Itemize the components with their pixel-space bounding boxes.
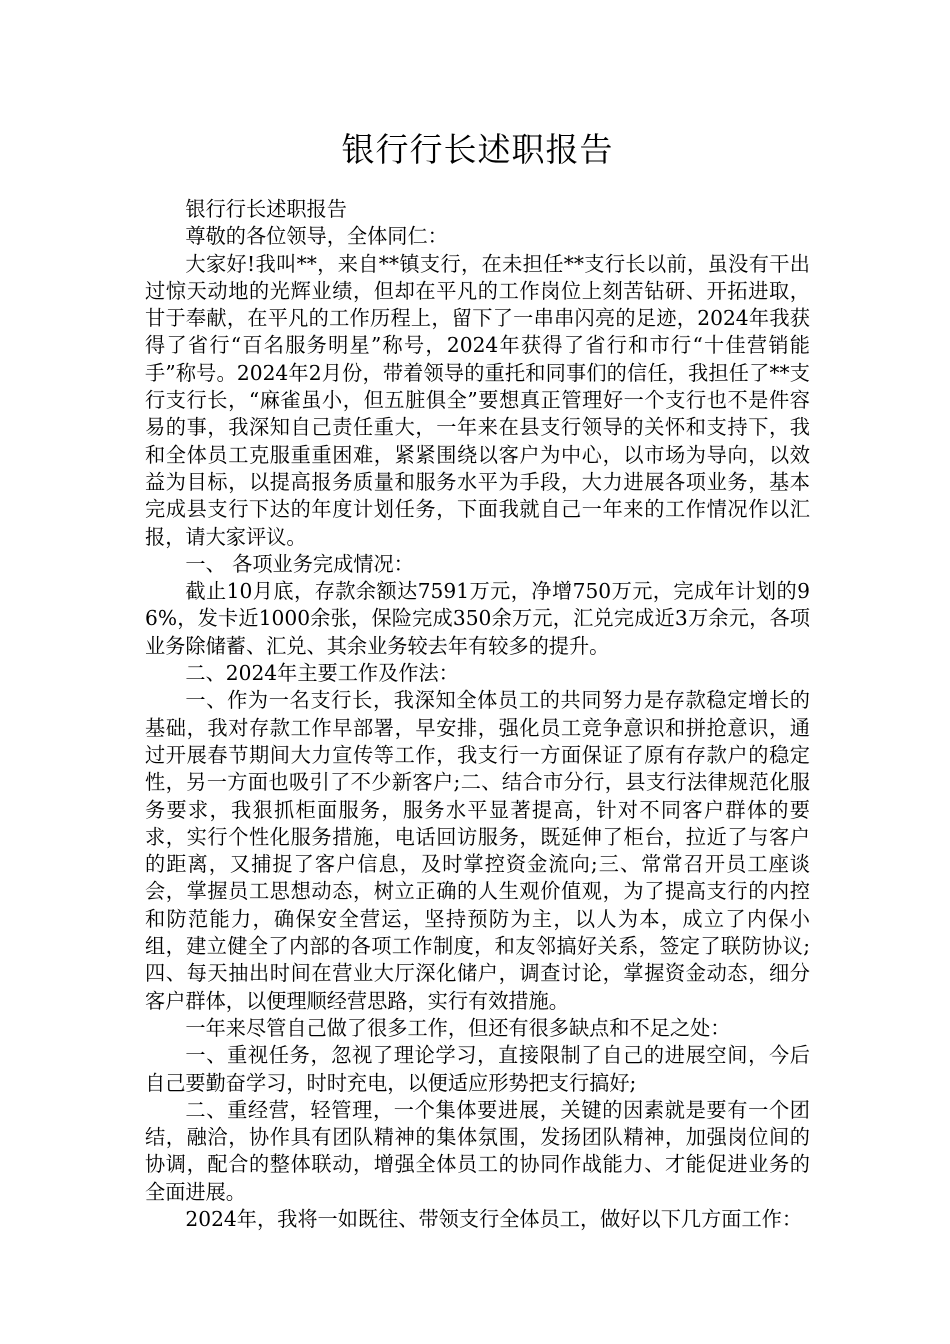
document-title: 银行行长述职报告	[341, 130, 614, 169]
document-body	[145, 196, 810, 1233]
body-paragraph-introduction: 大家好!我叫**，来自**镇支行，在未担任**支行长以前，虽没有干出过惊天动地的光辉业绩，但却在平凡的工作岗位上刻苦钻研、开拓进取，甘于奉献，在平凡的工作历程上，留下了一串串闪亮的足迹，2024年我获得了省行“百名服务明星”称号，2024年获得了省行和市行“十佳营销能手”称号。2024年2月份，带着领导的重托和同事们的信任，我担任了**支行支行长，“麻雀虽小，但五脏俱全”要想真正管理好一个支行也不是件容易的事，我深知自己责任重大，一年来在县支行领导的关怀和支持下，我和全体员工克服重重困难，紧紧围绕以客户为中心，以市场为导向，以效益为目标，以提高报务质量和服务水平为手段，大力进展各项业务，基本完成县支行下达的年度计划任务，下面我就自己一年来的工作情况作以汇报，请大家评议。	[145, 251, 810, 549]
body-paragraph-shortcoming-one: 一、重视任务，忽视了理论学习，直接限制了自己的进展空间，今后自己要勤奋学习，时时充电，以便适应形势把支行搞好;	[145, 1043, 810, 1095]
body-paragraph-salutation: 尊敬的各位领导，全体同仁：	[185, 224, 448, 249]
body-paragraph-main-work: 一、作为一名支行长，我深知全体员工的共同努力是存款稳定增长的基础，我对存款工作早部署，早安排，强化员工竞争意识和拼抢意识，通过开展春节期间大力宣传等工作，我支行一方面保证了原有存款户的稳定性，另一方面也吸引了不少新客户;二、结合市分行，县支行法律规范化服务要求，我狠抓柜面服务，服务水平显著提高，针对不同客户群体的要求，实行个性化服务措施，电话回访服务，既延伸了柜台，拉近了与客户的距离，又捕捉了客户信息，及时掌控资金流向;三、常常召开员工座谈会，掌握员工思想动态，树立正确的人生观价值观，为了提高支行的内控和防范能力，确保安全营运，坚持预防为主，以人为本，成立了内保小组，建立健全了内部的各项工作制度，和友邻搞好关系，签定了联防协议;四、每天抽出时间在营业大厅深化储户，调查讨论，掌握资金动态，细分客户群体，以便理顺经营思路，实行有效措施。	[145, 688, 810, 1013]
section-heading-main-work: 二、2024年主要工作及作法：	[185, 661, 459, 686]
body-paragraph-next-year-plan: 2024年，我将一如既往、带领支行全体员工，做好以下几方面工作：	[185, 1206, 803, 1231]
body-paragraph-shortcomings-intro: 一年来尽管自己做了很多工作，但还有很多缺点和不足之处：	[185, 1015, 731, 1040]
body-paragraph-business-figures: 截止10月底，存款余额达7591万元，净增750万元，完成年计划的96%，发卡近1000余张，保险完成350余万元，汇兑完成近3万余元，各项业务除储蓄、汇兑、其余业务较去年有较多的提升。	[145, 579, 810, 658]
body-paragraph-shortcoming-two: 二、重经营，轻管理，一个集体要进展，关键的因素就是要有一个团结，融洽，协作具有团队精神的集体氛围，发扬团队精神，加强岗位间的协调，配合的整体联动，增强全体员工的协同作战能力、才能促进业务的全面进展。	[145, 1097, 810, 1204]
section-heading-business-completion: 一、 各项业务完成情况：	[185, 551, 414, 576]
body-paragraph-heading-repeat: 银行行长述职报告	[185, 197, 347, 221]
